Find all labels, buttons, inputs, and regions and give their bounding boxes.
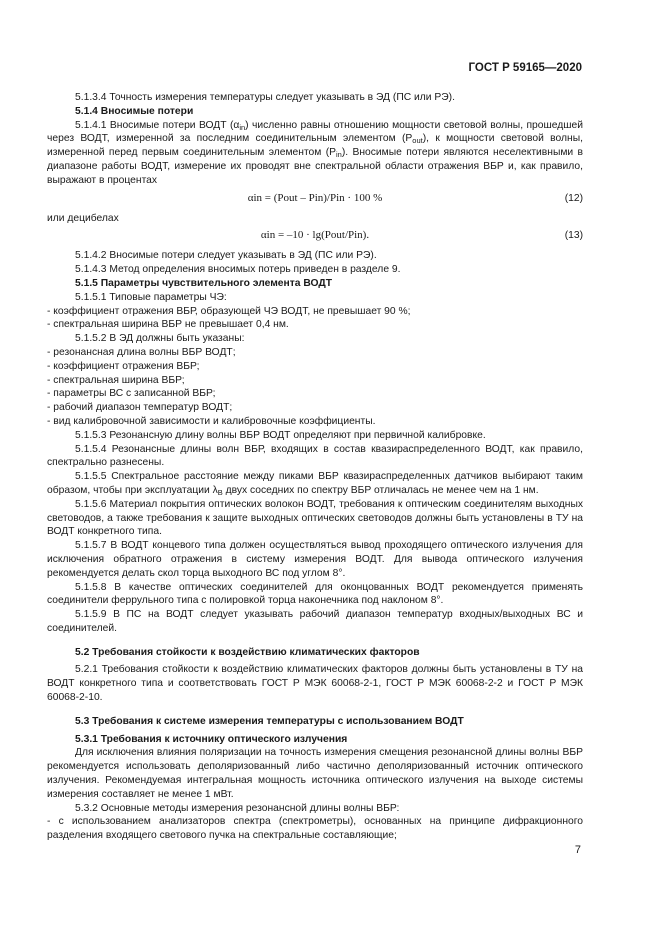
paragraph-5-1-5-3: 5.1.5.3 Резонансную длину волны ВБР ВОДТ определяют при первичной калибровке. bbox=[75, 429, 486, 441]
paragraph-5-3-1: Для исключения влияния поляризации на точность измерения смещения резонансной длины волны ВБР рекомендуется использовать деполяризованный либо частично деполяризованный источник оптического излучения. Рекомендуемая интегральная мощность источника оптического излучения на выходе системы измерения составляет не менее 1 мВт. bbox=[47, 747, 583, 800]
list-item: - коэффициент отражения ВБР; bbox=[47, 360, 200, 372]
formula-12-expression: αin = (Pout – Pin)/Pin · 100 % bbox=[247, 191, 383, 204]
paragraph-5-1-5-9: 5.1.5.9 В ПС на ВОДТ следует указывать рабочий диапазон температур входных/выходных ВС и соединителей. bbox=[47, 609, 583, 634]
heading-5-3-1: 5.3.1 Требования к источнику оптического излучения bbox=[75, 733, 348, 745]
paragraph-5-1-4-3: 5.1.4.3 Метод определения вносимых потерь приведен в разделе 9. bbox=[75, 264, 401, 276]
paragraph-or-decibels: или децибелах bbox=[47, 212, 119, 224]
document-header: ГОСТ Р 59165—2020 bbox=[468, 62, 582, 74]
list-item: - рабочий диапазон температур ВОДТ; bbox=[47, 402, 233, 414]
paragraph-5-1-5-1: 5.1.5.1 Типовые параметры ЧЭ: bbox=[75, 291, 227, 303]
heading-5-1-5: 5.1.5 Параметры чувствительного элемента ВОДТ bbox=[75, 277, 333, 289]
paragraph-5-1-5-5: 5.1.5.5 Спектральное расстояние между пиками ВБР квазираспределенных датчиков выбирают таким образом, чтобы при эксплуатации $\lambda_B$ двух соседних по спектру ВБР отличалась не менее чем на 1 нм. bbox=[47, 471, 583, 497]
heading-5-3: 5.3 Требования к системе измерения температуры с использованием ВОДТ bbox=[75, 715, 464, 727]
page-number: 7 bbox=[574, 844, 581, 856]
heading-5-2: 5.2 Требования стойкости к воздействию климатических факторов bbox=[75, 646, 420, 658]
list-item: - резонансная длина волны ВБР ВОДТ; bbox=[47, 346, 236, 358]
list-item: - параметры ВС с записанной ВБР; bbox=[47, 388, 216, 400]
paragraph-5-1-5-7: 5.1.5.7 В ВОДТ концевого типа должен осуществляться вывод проходящего оптического излучения для исключения обратного отражения в систему измерения ВОДТ. Для вывода оптического излучения рекомендуется делать скол торца выходного ВС под углом 8°. bbox=[47, 540, 583, 579]
paragraph-5-1-4-1: 5.1.4.1 Вносимые потери ВОДТ $(\alpha_{in})$ численно равны отношению мощности световой волны, прошедшей через ВОДТ, измеренной за последним соединительным элементом $(P_{out})$, к мощности световой волны, измеренной перед первым соединительным элементом $(P_{in})$. Вносимые потери являются неселективными в диапазоне работы ВОДТ, измерение их проводят вне спектральной области отражения ВБР и, как правило, выражают в процентах bbox=[47, 119, 584, 186]
formula-12-number: (12) bbox=[564, 192, 583, 204]
paragraph-5-1-3-4: 5.1.3.4 Точность измерения температуры следует указывать в ЭД (ПС или РЭ). bbox=[75, 92, 455, 103]
paragraph-5-1-5-8: 5.1.5.8 В качестве оптических соединителей для оконцованных ВОДТ рекомендуется применять соединители феррульного типа с полировкой торца наконечника под наклоном 8°. bbox=[47, 581, 583, 607]
heading-5-1-4: 5.1.4 Вносимые потери bbox=[75, 105, 194, 117]
list-item: - вид калибровочной зависимости и калибровочные коэффициенты. bbox=[47, 415, 376, 427]
formula-13-expression: αin = –10 · lg(Pout/Pin). bbox=[260, 229, 370, 242]
document-body bbox=[47, 91, 583, 843]
list-item: - коэффициент отражения ВБР, образующей ЧЭ ВОДТ, не превышает 90 %; bbox=[47, 305, 411, 317]
formula-13 bbox=[47, 225, 583, 249]
list-item: - спектральная ширина ВБР; bbox=[47, 374, 185, 386]
paragraph-5-1-5-6: 5.1.5.6 Материал покрытия оптических волокон ВОДТ, требования к оптическим соединителям выходных световодов, а также требования к защите выходных оптических световодов должны быть установлены в ТУ на ВОДТ конкретного типа. bbox=[47, 498, 583, 538]
formula-12 bbox=[47, 188, 583, 212]
paragraph-5-1-5-4: 5.1.5.4 Резонансные длины волн ВБР, входящих в состав квазираспределенного ВОДТ, как правило, спектрально разнесены. bbox=[47, 443, 583, 469]
list-item: - спектральная ширина ВБР не превышает 0,4 нм. bbox=[47, 319, 289, 331]
paragraph-5-3-2: 5.3.2 Основные методы измерения резонансной длины волны ВБР: bbox=[75, 802, 400, 814]
list-item: - с использованием анализаторов спектра (спектрометры), основанных на принципе дифракционного разделения входящего светового пучка на спектральные составляющие; bbox=[47, 816, 583, 842]
paragraph-5-1-4-2: 5.1.4.2 Вносимые потери следует указывать в ЭД (ПС или РЭ). bbox=[75, 250, 377, 262]
formula-13-number: (13) bbox=[564, 230, 583, 242]
paragraph-5-2-1: 5.2.1 Требования стойкости к воздействию климатических факторов должны быть установлены в ТУ на ВОДТ конкретного типа и соответствовать ГОСТ Р МЭК 60068-2-1, ГОСТ Р МЭК 60068-2-2 и ГОСТ Р МЭК 60068-2-10. bbox=[47, 664, 583, 704]
paragraph-5-1-5-2: 5.1.5.2 В ЭД должны быть указаны: bbox=[75, 333, 245, 345]
